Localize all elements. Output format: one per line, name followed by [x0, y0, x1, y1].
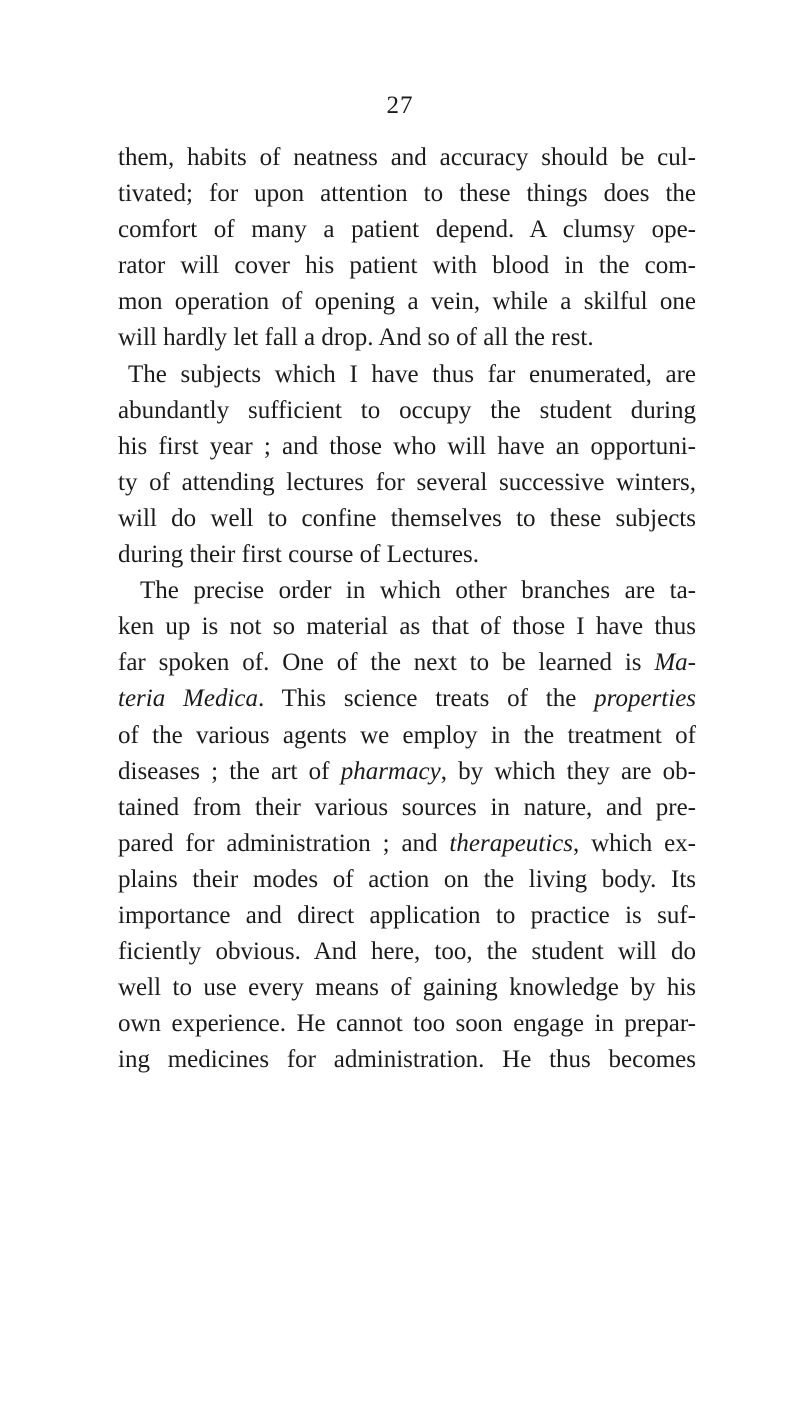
- text-line: them, habits of neatness and accuracy should be cul-: [118, 144, 696, 171]
- body-text: [118, 140, 696, 1078]
- text-fragment: far spoken of. One of the next to be learned is: [118, 649, 642, 677]
- text-fragment: , by which they are ob-: [440, 757, 697, 785]
- text-line: rator will cover his patient with blood in the com-: [118, 252, 696, 280]
- text-line: well to use every means of gaining knowledge by his: [118, 974, 696, 1002]
- text-line: ty of attending lectures for several successive winters,: [118, 468, 696, 496]
- text-line: comfort of many a patient depend. A clumsy ope-: [118, 216, 696, 244]
- text-fragment: , which ex-: [573, 829, 696, 857]
- text-fragment: . This science treats of the: [258, 685, 577, 713]
- text-fragment: diseases ; the art of: [118, 757, 330, 785]
- text-line: will do well to confine themselves to these subjects: [118, 504, 696, 532]
- text-line: [118, 645, 696, 681]
- text-line: The subjects which I have thus far enumerated, are: [128, 360, 696, 388]
- text-line: own experience. He cannot too soon engage in prepar-: [118, 1010, 696, 1038]
- text-line: plains their modes of action on the living body. Its: [118, 865, 696, 893]
- text-line: ficiently obvious. And here, too, the student will do: [118, 938, 696, 966]
- text-line: mon operation of opening a vein, while a skilful one: [118, 288, 696, 316]
- text-line: importance and direct application to practice is suf-: [118, 901, 696, 929]
- page-number: 27: [386, 92, 414, 119]
- text-line: [118, 826, 696, 862]
- text-line: his first year ; and those who will have an opportuni-: [118, 432, 696, 460]
- text-line: during their first course of Lectures.: [118, 541, 479, 569]
- text-line: of the various agents we employ in the treatment of: [118, 721, 696, 749]
- italic-term-properties: properties: [594, 685, 697, 713]
- italic-term-pharmacy: pharmacy: [340, 757, 441, 785]
- text-line: tained from their various sources in nature, and pre-: [118, 793, 696, 821]
- text-line: abundantly sufficient to occupy the student during: [118, 396, 696, 424]
- italic-term-materia: Ma-: [654, 649, 697, 677]
- italic-term-therapeutics: therapeutics: [449, 829, 574, 857]
- italic-term-materia-cont: teria Medica: [118, 685, 258, 713]
- text-line: The precise order in which other branches are ta-: [140, 577, 696, 605]
- text-line: will hardly let fall a drop. And so of all the rest.: [118, 324, 594, 352]
- text-line: tivated; for upon attention to these things does the: [118, 180, 696, 208]
- text-line: [118, 681, 696, 717]
- text-line: ken up is not so material as that of those I have thus: [118, 613, 696, 641]
- text-fragment: pared for administration ; and: [118, 829, 438, 857]
- text-line: [118, 754, 696, 790]
- text-line: ing medicines for administration. He thus becomes: [118, 1046, 696, 1074]
